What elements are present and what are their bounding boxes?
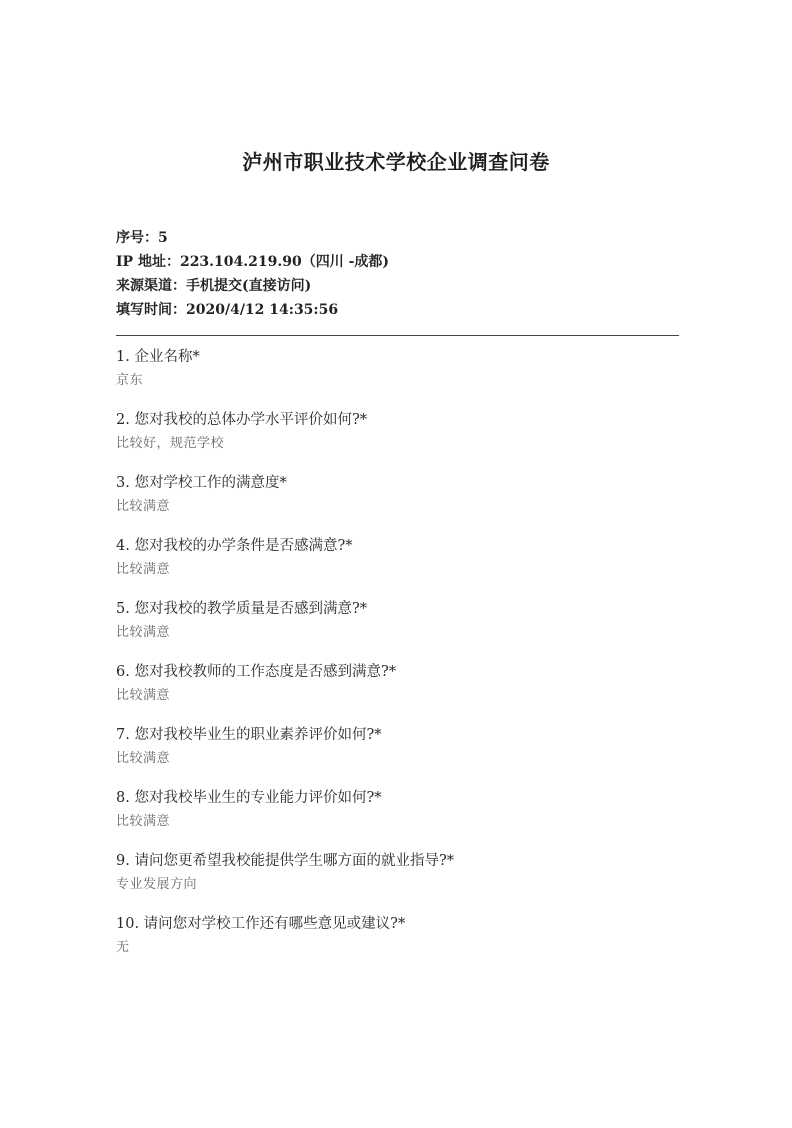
question-item (116, 596, 716, 659)
question-item (116, 911, 716, 974)
question-text: 7. 您对我校毕业生的职业素养评价如何?* (116, 727, 382, 743)
question-text: 1. 企业名称* (116, 349, 200, 365)
answer-text: 比较满意 (116, 814, 171, 829)
question-item (116, 470, 716, 533)
question-text: 2. 您对我校的总体办学水平评价如何?* (116, 412, 367, 428)
question-text: 3. 您对学校工作的满意度* (116, 475, 287, 491)
document-title: 泸州市职业技术学校企业调查问卷 (242, 150, 550, 174)
answer-text: 比较满意 (116, 499, 171, 514)
answer-text: 比较满意 (116, 625, 171, 640)
question-item (116, 848, 716, 911)
question-item (116, 407, 716, 470)
question-item (116, 533, 716, 596)
serial-number: 序号：5 (116, 230, 168, 246)
answer-text: 比较满意 (116, 751, 171, 766)
question-text: 8. 您对我校毕业生的专业能力评价如何?* (116, 790, 382, 806)
answer-text: 比较满意 (116, 562, 171, 577)
response-meta (116, 226, 389, 322)
question-item (116, 344, 716, 407)
answer-text: 无 (116, 940, 130, 955)
question-text: 9. 请问您更希望我校能提供学生哪方面的就业指导?* (116, 853, 454, 869)
question-text: 4. 您对我校的办学条件是否感满意?* (116, 538, 353, 554)
question-text: 10. 请问您对学校工作还有哪些意见或建议?* (116, 916, 406, 932)
answer-text: 京东 (116, 373, 144, 388)
ip-address: IP 地址：223.104.219.90（四川 -成都) (116, 254, 390, 270)
divider (116, 335, 679, 336)
question-item (116, 785, 716, 848)
answer-text: 比较满意 (116, 688, 171, 703)
question-item (116, 722, 716, 785)
question-list (116, 344, 716, 974)
answer-text: 比较好，规范学校 (116, 436, 225, 451)
answer-text: 专业发展方向 (116, 877, 198, 892)
question-item (116, 659, 716, 722)
fill-time: 填写时间：2020/4/12 14:35:56 (116, 302, 339, 318)
question-text: 5. 您对我校的教学质量是否感到满意?* (116, 601, 367, 617)
source-channel: 来源渠道：手机提交(直接访问) (116, 278, 312, 294)
question-text: 6. 您对我校教师的工作态度是否感到满意?* (116, 664, 396, 680)
